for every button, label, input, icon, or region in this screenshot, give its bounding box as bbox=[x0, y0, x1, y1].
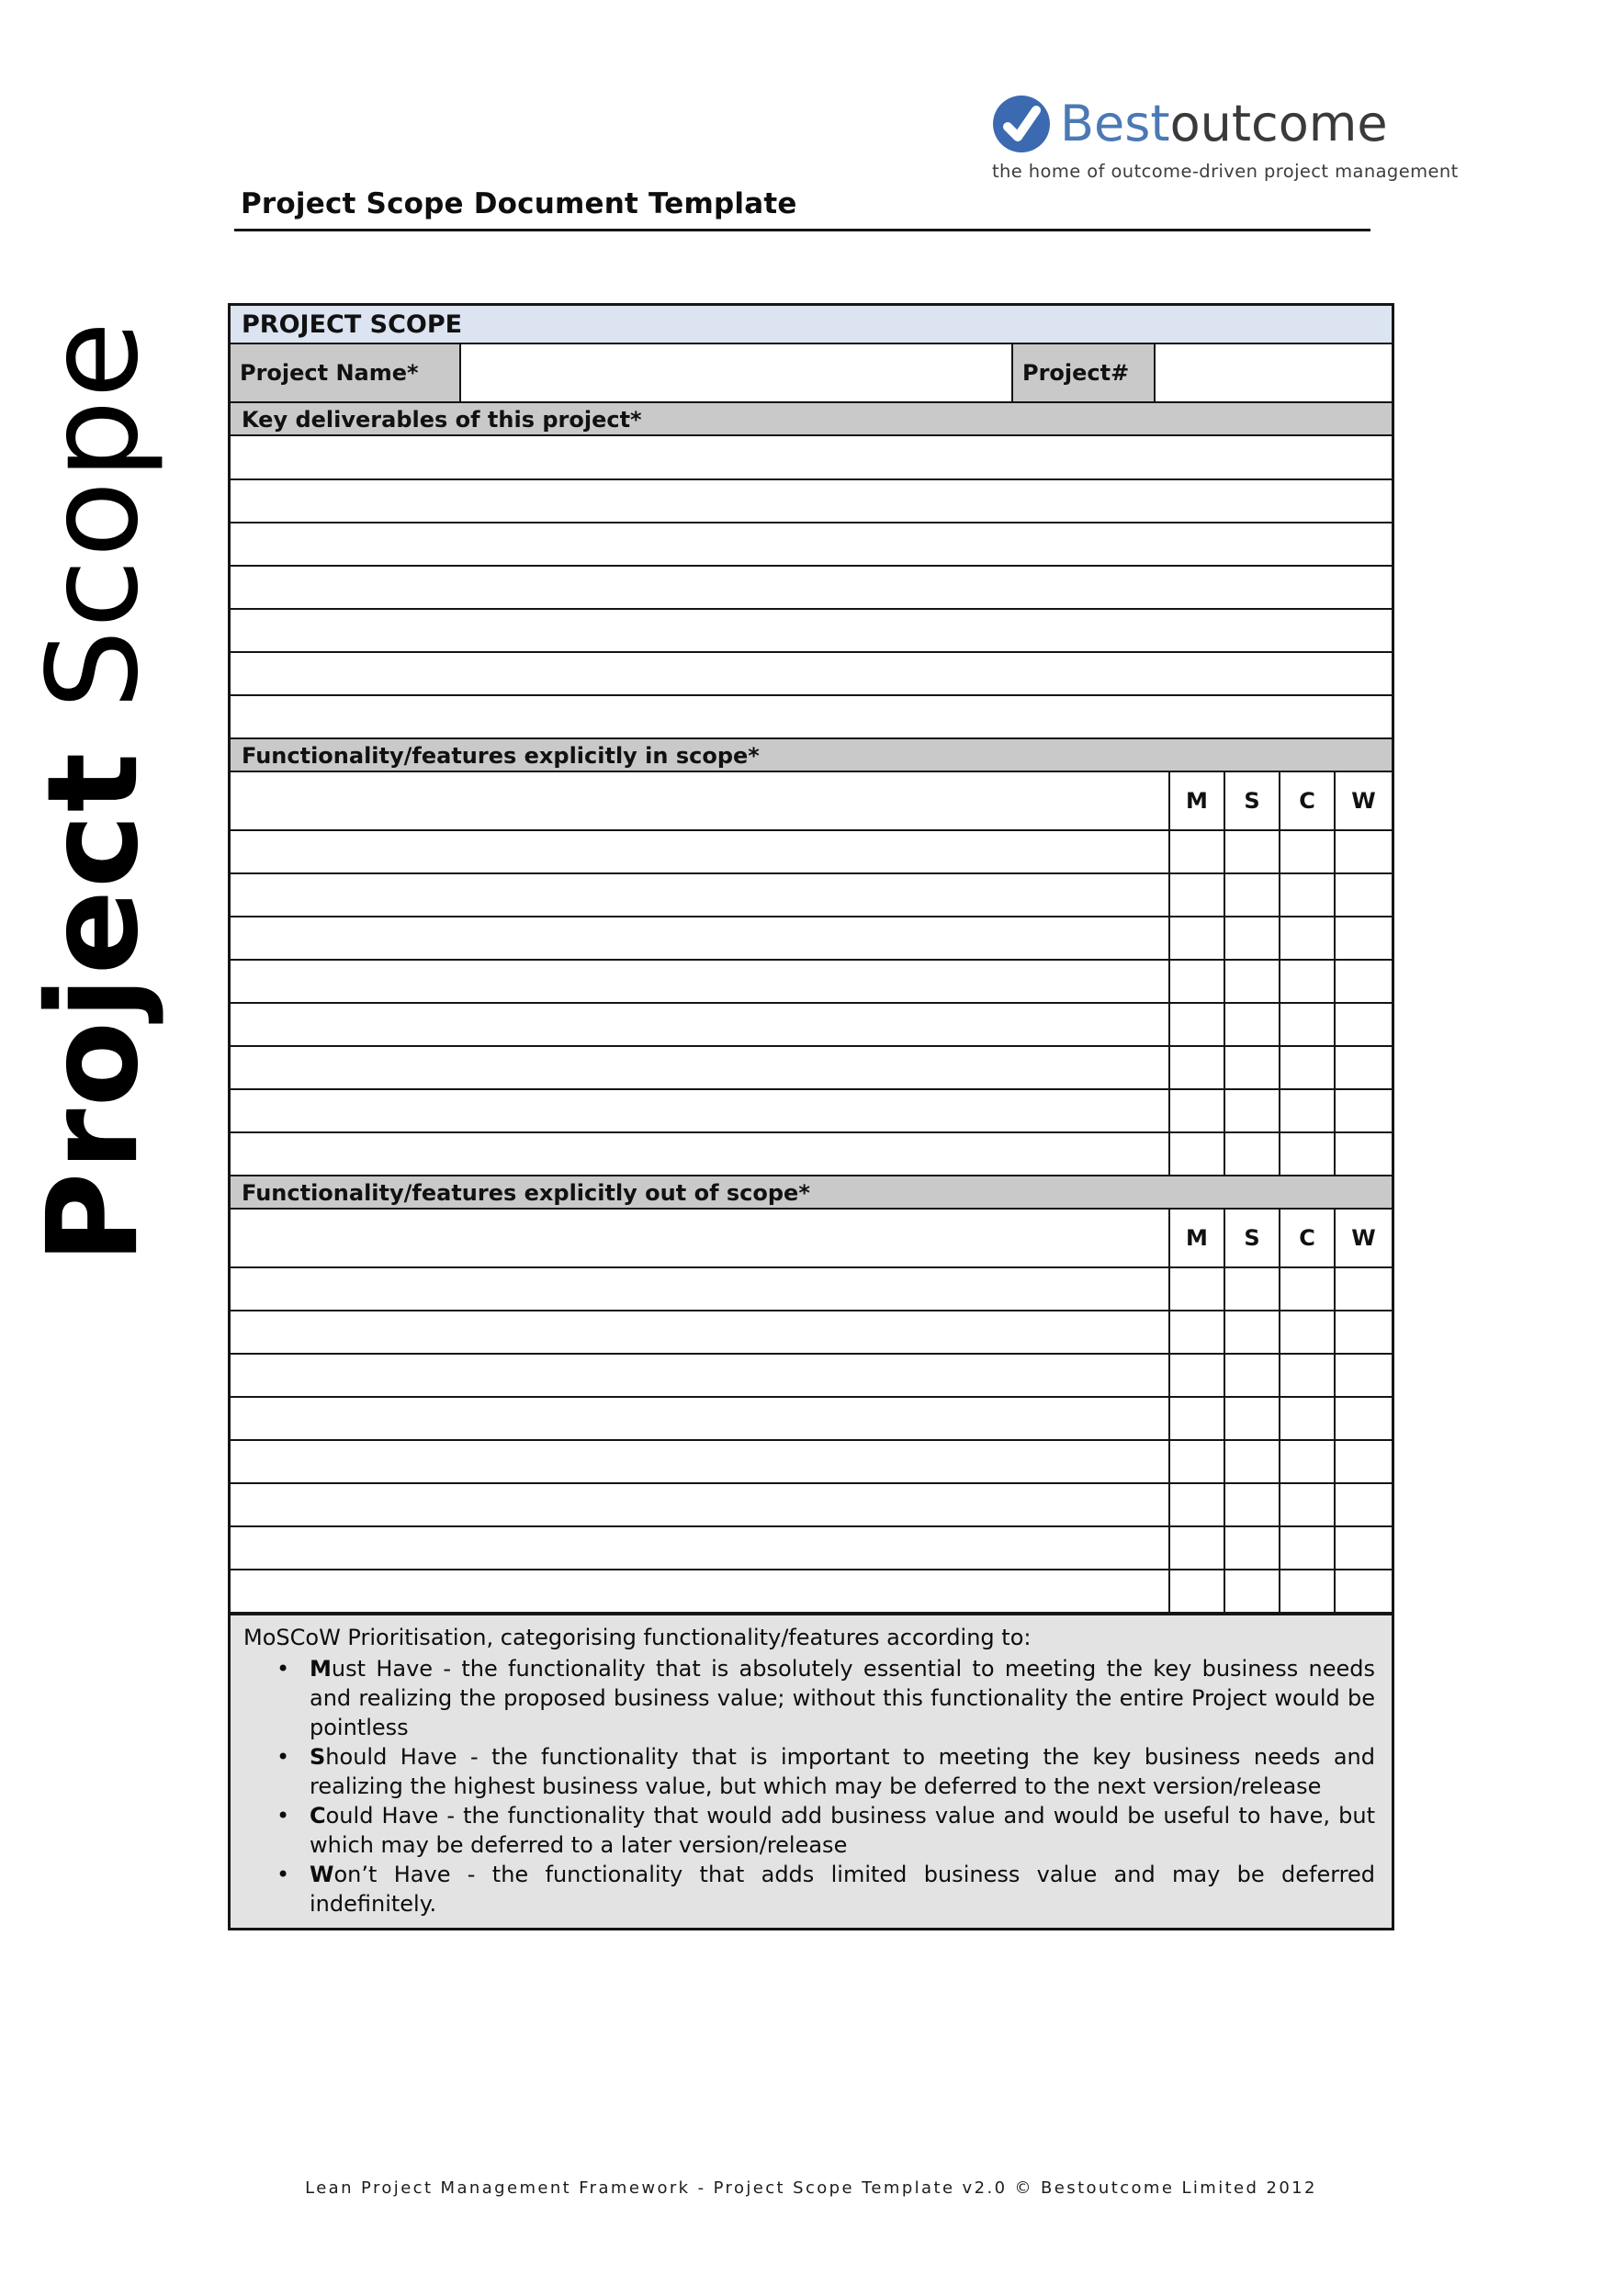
in-scope-s-cell[interactable] bbox=[1224, 830, 1280, 873]
bestoutcome-logo bbox=[992, 95, 1459, 182]
in-scope-m-cell[interactable] bbox=[1169, 1003, 1224, 1046]
in-scope-c-cell[interactable] bbox=[1280, 960, 1335, 1003]
in-scope-s-cell[interactable] bbox=[1224, 917, 1280, 960]
project-name-row bbox=[231, 344, 1392, 403]
brand-wordmark bbox=[1060, 95, 1388, 152]
deliverables-header: Key deliverables of this project* bbox=[231, 403, 1392, 436]
in-scope-s-cell[interactable] bbox=[1224, 1089, 1280, 1132]
column-header-wont: W bbox=[1335, 1210, 1392, 1267]
moscow-intro: MoSCoW Prioritisation, categorising functionality/features according to: bbox=[243, 1625, 1032, 1650]
side-label-project: Project bbox=[21, 750, 166, 1265]
out-scope-m-cell[interactable] bbox=[1169, 1267, 1224, 1311]
in-scope-m-cell[interactable] bbox=[1169, 830, 1224, 873]
in-scope-feature-input[interactable] bbox=[231, 830, 1169, 873]
deliverable-input-row[interactable] bbox=[231, 566, 1392, 609]
in-scope-w-cell[interactable] bbox=[1335, 917, 1392, 960]
out-scope-w-cell[interactable] bbox=[1335, 1354, 1392, 1397]
in-scope-m-cell[interactable] bbox=[1169, 960, 1224, 1003]
in-scope-w-cell[interactable] bbox=[1335, 1089, 1392, 1132]
column-header-must: M bbox=[1169, 1210, 1224, 1267]
out-scope-c-cell[interactable] bbox=[1280, 1267, 1335, 1311]
out-scope-m-cell[interactable] bbox=[1169, 1354, 1224, 1397]
in-scope-w-cell[interactable] bbox=[1335, 873, 1392, 917]
in-scope-m-cell[interactable] bbox=[1169, 873, 1224, 917]
project-name-label: Project Name* bbox=[231, 344, 460, 402]
out-scope-s-cell[interactable] bbox=[1224, 1311, 1280, 1354]
out-scope-w-cell[interactable] bbox=[1335, 1311, 1392, 1354]
in-scope-feature-input[interactable] bbox=[231, 873, 1169, 917]
deliverables-table bbox=[231, 436, 1392, 739]
form-header-bar bbox=[231, 306, 1392, 344]
out-scope-s-cell[interactable] bbox=[1224, 1397, 1280, 1440]
in-scope-m-cell[interactable] bbox=[1169, 917, 1224, 960]
brand-tagline: the home of outcome-driven project management bbox=[992, 161, 1459, 182]
out-scope-c-cell[interactable] bbox=[1280, 1570, 1335, 1613]
out-scope-s-cell[interactable] bbox=[1224, 1570, 1280, 1613]
in-scope-table bbox=[231, 772, 1392, 1176]
moscow-explanation-box bbox=[231, 1614, 1392, 1928]
in-scope-feature-input[interactable] bbox=[231, 917, 1169, 960]
in-scope-feature-input[interactable] bbox=[231, 1089, 1169, 1132]
moscow-bullet-wont: • Won’t Have - the functionality that adds limited business value and may be deferred indefinitely. bbox=[276, 1860, 1375, 1919]
out-scope-feature-input[interactable] bbox=[231, 1397, 1169, 1440]
out-scope-w-cell[interactable] bbox=[1335, 1267, 1392, 1311]
in-scope-c-cell[interactable] bbox=[1280, 830, 1335, 873]
project-name-input[interactable] bbox=[460, 344, 1012, 402]
column-header-wont: W bbox=[1335, 772, 1392, 830]
vertical-side-label bbox=[20, 250, 167, 1334]
in-scope-feature-input[interactable] bbox=[231, 1132, 1169, 1176]
out-scope-w-cell[interactable] bbox=[1335, 1483, 1392, 1526]
out-scope-c-cell[interactable] bbox=[1280, 1440, 1335, 1483]
in-scope-w-cell[interactable] bbox=[1335, 1046, 1392, 1089]
out-scope-w-cell[interactable] bbox=[1335, 1570, 1392, 1613]
out-scope-c-cell[interactable] bbox=[1280, 1526, 1335, 1570]
in-scope-c-cell[interactable] bbox=[1280, 1046, 1335, 1089]
out-scope-feature-input[interactable] bbox=[231, 1483, 1169, 1526]
in-scope-w-cell[interactable] bbox=[1335, 1132, 1392, 1176]
out-scope-m-cell[interactable] bbox=[1169, 1397, 1224, 1440]
out-scope-m-cell[interactable] bbox=[1169, 1570, 1224, 1613]
in-scope-feature-input[interactable] bbox=[231, 1046, 1169, 1089]
out-scope-feature-input[interactable] bbox=[231, 1267, 1169, 1311]
in-scope-desc-header bbox=[231, 772, 1169, 830]
document-title-block bbox=[234, 187, 1370, 231]
out-scope-c-cell[interactable] bbox=[1280, 1483, 1335, 1526]
form-header-title: PROJECT SCOPE bbox=[242, 310, 463, 339]
column-header-could: C bbox=[1280, 1210, 1335, 1267]
brand-best: Best bbox=[1060, 95, 1170, 152]
out-scope-c-cell[interactable] bbox=[1280, 1397, 1335, 1440]
in-scope-c-cell[interactable] bbox=[1280, 1089, 1335, 1132]
out-scope-s-cell[interactable] bbox=[1224, 1267, 1280, 1311]
in-scope-s-cell[interactable] bbox=[1224, 960, 1280, 1003]
in-scope-feature-input[interactable] bbox=[231, 960, 1169, 1003]
page-footer: Lean Project Management Framework - Project Scope Template v2.0 © Bestoutcome Limited 2012 bbox=[305, 2178, 1317, 2198]
deliverable-input-row[interactable] bbox=[231, 479, 1392, 523]
in-scope-s-cell[interactable] bbox=[1224, 1132, 1280, 1176]
checkmark-icon bbox=[992, 95, 1051, 153]
out-scope-table bbox=[231, 1210, 1392, 1614]
column-header-should: S bbox=[1224, 772, 1280, 830]
in-scope-w-cell[interactable] bbox=[1335, 1003, 1392, 1046]
in-scope-w-cell[interactable] bbox=[1335, 960, 1392, 1003]
out-scope-s-cell[interactable] bbox=[1224, 1440, 1280, 1483]
deliverable-input-row[interactable] bbox=[231, 436, 1392, 479]
out-scope-m-cell[interactable] bbox=[1169, 1483, 1224, 1526]
column-header-must: M bbox=[1169, 772, 1224, 830]
column-header-could: C bbox=[1280, 772, 1335, 830]
out-scope-m-cell[interactable] bbox=[1169, 1440, 1224, 1483]
deliverable-input-row[interactable] bbox=[231, 609, 1392, 652]
out-scope-header: Functionality/features explicitly out of scope* bbox=[231, 1176, 1392, 1210]
out-scope-s-cell[interactable] bbox=[1224, 1526, 1280, 1570]
out-scope-feature-input[interactable] bbox=[231, 1354, 1169, 1397]
in-scope-feature-input[interactable] bbox=[231, 1003, 1169, 1046]
in-scope-s-cell[interactable] bbox=[1224, 873, 1280, 917]
in-scope-m-cell[interactable] bbox=[1169, 1089, 1224, 1132]
in-scope-c-cell[interactable] bbox=[1280, 917, 1335, 960]
moscow-bullet-could: • Could Have - the functionality that would add business value and would be useful to have, but which may be deferred to a later version/release bbox=[276, 1801, 1375, 1860]
page-title: Project Scope Document Template bbox=[241, 187, 797, 220]
in-scope-s-cell[interactable] bbox=[1224, 1046, 1280, 1089]
side-label-scope: Scope bbox=[21, 319, 166, 751]
in-scope-m-cell[interactable] bbox=[1169, 1132, 1224, 1176]
brand-outcome: outcome bbox=[1169, 95, 1388, 152]
out-scope-feature-input[interactable] bbox=[231, 1526, 1169, 1570]
in-scope-header: Functionality/features explicitly in scope* bbox=[231, 739, 1392, 772]
in-scope-m-cell[interactable] bbox=[1169, 1046, 1224, 1089]
moscow-bullet-must: • Must Have - the functionality that is absolutely essential to meeting the key business needs and realizing the proposed business value; without this functionality the entire Project would be pointless bbox=[276, 1654, 1375, 1742]
out-scope-w-cell[interactable] bbox=[1335, 1526, 1392, 1570]
in-scope-w-cell[interactable] bbox=[1335, 830, 1392, 873]
in-scope-s-cell[interactable] bbox=[1224, 1003, 1280, 1046]
in-scope-c-cell[interactable] bbox=[1280, 1132, 1335, 1176]
moscow-bullet-list bbox=[243, 1654, 1379, 1919]
column-header-should: S bbox=[1224, 1210, 1280, 1267]
deliverable-input-row[interactable] bbox=[231, 695, 1392, 738]
out-scope-desc-header bbox=[231, 1210, 1169, 1267]
deliverable-input-row[interactable] bbox=[231, 523, 1392, 566]
out-scope-feature-input[interactable] bbox=[231, 1311, 1169, 1354]
deliverable-input-row[interactable] bbox=[231, 652, 1392, 695]
out-scope-feature-input[interactable] bbox=[231, 1570, 1169, 1613]
in-scope-c-cell[interactable] bbox=[1280, 873, 1335, 917]
out-scope-m-cell[interactable] bbox=[1169, 1526, 1224, 1570]
in-scope-c-cell[interactable] bbox=[1280, 1003, 1335, 1046]
project-number-input[interactable] bbox=[1155, 344, 1392, 402]
project-number-label: Project# bbox=[1012, 344, 1155, 402]
out-scope-c-cell[interactable] bbox=[1280, 1311, 1335, 1354]
out-scope-s-cell[interactable] bbox=[1224, 1483, 1280, 1526]
out-scope-w-cell[interactable] bbox=[1335, 1440, 1392, 1483]
out-scope-s-cell[interactable] bbox=[1224, 1354, 1280, 1397]
moscow-bullet-should: • Should Have - the functionality that is important to meeting the key business needs and realizing the highest business value, but which may be deferred to the next version/release bbox=[276, 1742, 1375, 1801]
project-scope-form bbox=[228, 303, 1394, 1930]
out-scope-c-cell[interactable] bbox=[1280, 1354, 1335, 1397]
out-scope-w-cell[interactable] bbox=[1335, 1397, 1392, 1440]
out-scope-m-cell[interactable] bbox=[1169, 1311, 1224, 1354]
out-scope-feature-input[interactable] bbox=[231, 1440, 1169, 1483]
